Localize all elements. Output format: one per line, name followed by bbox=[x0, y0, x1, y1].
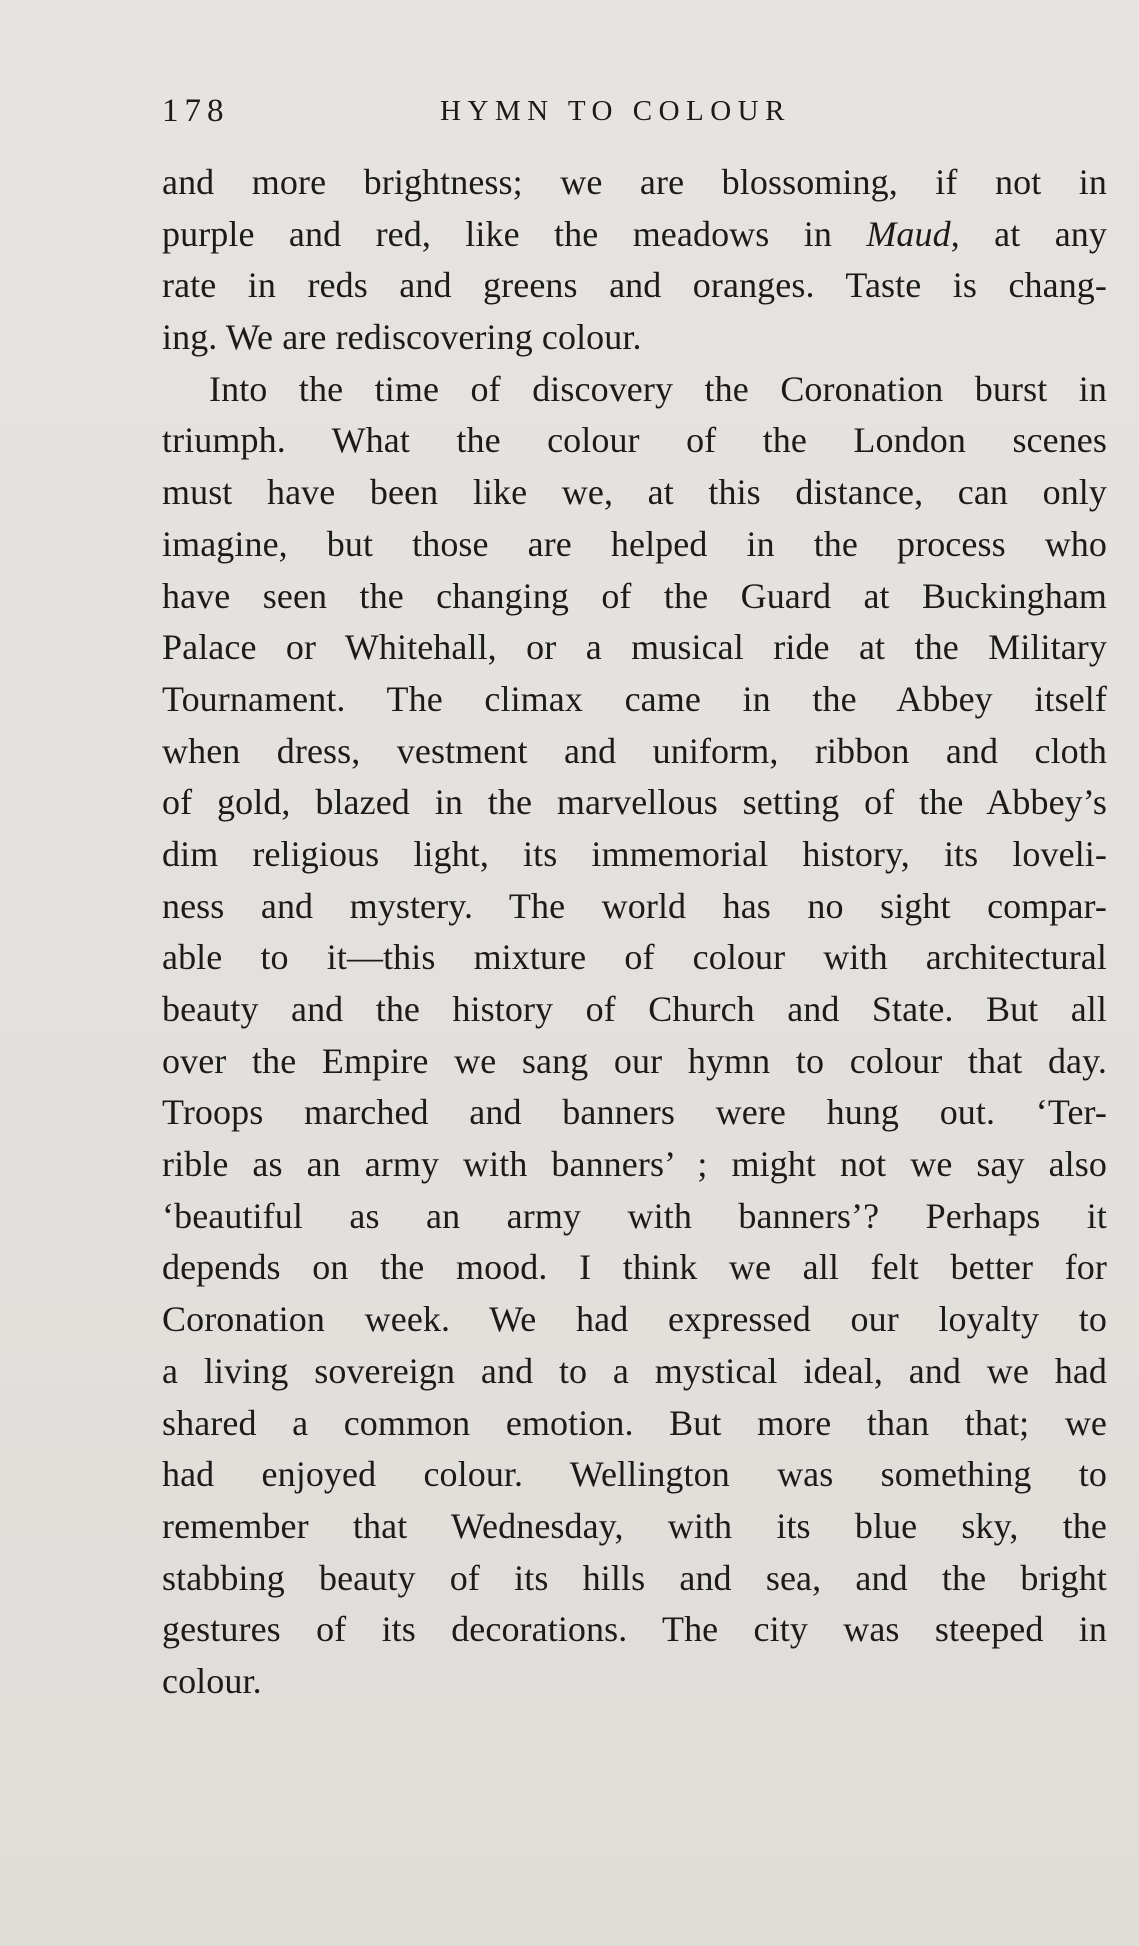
text-line: had enjoyed colour. Wellington was something to bbox=[162, 1454, 1107, 1495]
text-span: purple and red, like the meadows in bbox=[162, 213, 867, 254]
text-span: , at any bbox=[950, 213, 1107, 254]
text-line: depends on the mood. I think we all felt better for bbox=[162, 1247, 1107, 1288]
text-line: triumph. What the colour of the London scenes bbox=[162, 420, 1107, 461]
text-line bbox=[162, 209, 1107, 261]
text-line: colour. bbox=[162, 1660, 262, 1701]
text-line: Into the time of discovery the Coronation burst in bbox=[209, 368, 1107, 409]
text-line: Tournament. The climax came in the Abbey itself bbox=[162, 678, 1107, 719]
text-line: beauty and the history of Church and State. But all bbox=[162, 989, 1107, 1029]
text-line: and more brightness; we are blossoming, if not in bbox=[162, 162, 1107, 202]
text-line: rate in reds and greens and oranges. Taste is chang- bbox=[162, 265, 1107, 306]
text-line: dim religious light, its immemorial history, its loveli- bbox=[162, 833, 1107, 874]
text-line: ‘beautiful as an army with banners’? Perhaps it bbox=[162, 1195, 1107, 1236]
running-title: HYMN TO COLOUR bbox=[440, 95, 791, 127]
text-line: Coronation week. We had expressed our loyalty to bbox=[162, 1299, 1107, 1340]
text-line: rible as an army with banners’ ; might not we say also bbox=[162, 1144, 1107, 1185]
text-line: gestures of its decorations. The city was steeped in bbox=[162, 1609, 1107, 1650]
text-line: stabbing beauty of its hills and sea, and the bright bbox=[162, 1557, 1107, 1598]
text-line: ness and mystery. The world has no sight compar- bbox=[162, 885, 1107, 926]
text-line: over the Empire we sang our hymn to colour that day. bbox=[162, 1040, 1107, 1081]
body-text bbox=[162, 157, 1107, 1708]
running-head bbox=[162, 88, 1107, 134]
text-line: shared a common emotion. But more than that; we bbox=[162, 1402, 1107, 1443]
text-line: ing. We are rediscovering colour. bbox=[162, 317, 642, 358]
text-line: a living sovereign and to a mystical ideal, and we had bbox=[162, 1350, 1107, 1391]
text-line: of gold, blazed in the marvellous setting of the Abbey’s bbox=[162, 782, 1107, 823]
page-number: 178 bbox=[162, 93, 230, 129]
text-line: have seen the changing of the Guard at Buckingham bbox=[162, 575, 1107, 616]
text-line: imagine, but those are helped in the process who bbox=[162, 523, 1107, 564]
italic-title: Maud bbox=[866, 213, 951, 254]
text-line: Troops marched and banners were hung out. ‘Ter- bbox=[162, 1092, 1107, 1133]
text-line: able to it—this mixture of colour with architectural bbox=[162, 937, 1107, 978]
text-line: when dress, vestment and uniform, ribbon and cloth bbox=[162, 730, 1107, 771]
text-line: must have been like we, at this distance, can only bbox=[162, 472, 1107, 513]
text-line: Palace or Whitehall, or a musical ride at the Military bbox=[162, 627, 1107, 668]
text-line: remember that Wednesday, with its blue sky, the bbox=[162, 1505, 1107, 1546]
